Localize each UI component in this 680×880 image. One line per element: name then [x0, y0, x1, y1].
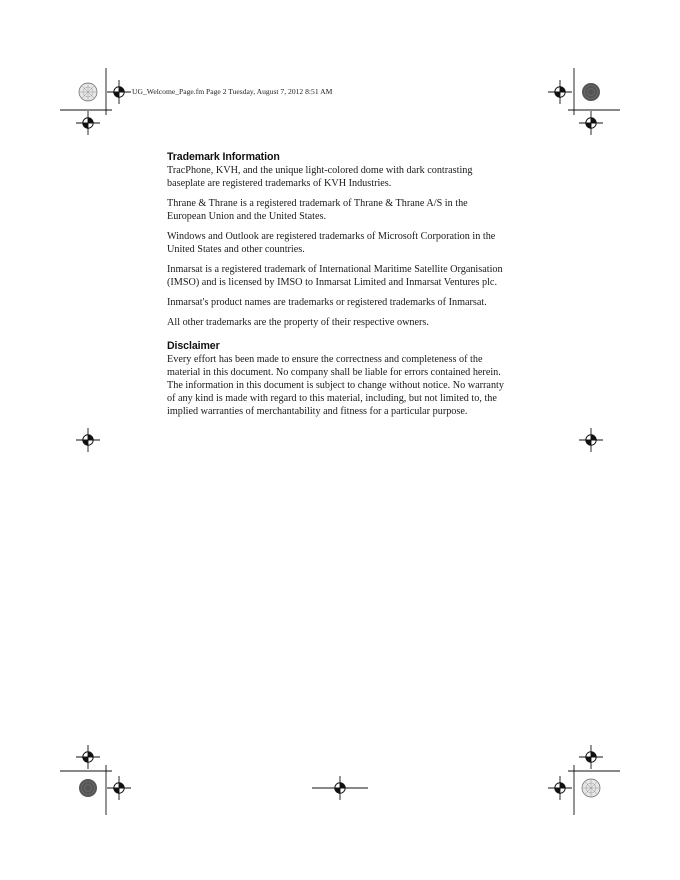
rosette-top-left — [79, 83, 97, 101]
registration-mark-left-upper — [76, 111, 100, 135]
disclaimer-section — [167, 340, 507, 418]
trademark-paragraph-others: All other trademarks are the property of their respective owners. — [167, 317, 429, 328]
registration-mark-top-left — [107, 80, 131, 104]
rosette-top-right — [582, 83, 600, 101]
registration-mark-bottom-center — [328, 776, 352, 800]
trademark-heading: Trademark Information — [167, 151, 280, 163]
registration-mark-bottom-right — [548, 776, 572, 800]
trademark-section — [167, 151, 507, 329]
document-body — [167, 151, 507, 425]
registration-mark-right-middle — [579, 428, 603, 452]
registration-mark-left-middle — [76, 428, 100, 452]
registration-mark-right-upper — [579, 111, 603, 135]
rosette-bottom-right — [582, 779, 600, 797]
trademark-paragraph-kvh: TracPhone, KVH, and the unique light-colored dome with dark contrasting baseplate are registered trademarks of KVH Industries. — [167, 165, 473, 189]
registration-mark-right-lower — [579, 745, 603, 769]
disclaimer-paragraph: Every effort has been made to ensure the correctness and completeness of the material in this document. No company shall be liable for errors contained herein. The information in this document is subject to change without notice. No warranty of any kind is made with regard to this material, including, but not limited to, the implied warranties of merchantability and fitness for a particular purpose. — [167, 354, 504, 417]
trademark-paragraph-thrane: Thrane & Thrane is a registered trademark of Thrane & Thrane A/S in the European Union and the United States. — [167, 198, 468, 222]
print-slug-line: UG_Welcome_Page.fm Page 2 Tuesday, August 7, 2012 8:51 AM — [132, 87, 333, 96]
registration-mark-top-right — [548, 80, 572, 104]
disclaimer-heading: Disclaimer — [167, 340, 220, 352]
rosette-bottom-left — [79, 779, 97, 797]
trademark-paragraph-inmarsat: Inmarsat is a registered trademark of International Maritime Satellite Organisation (IMSO) and is licensed by IMSO to Inmarsat Limited and Inmarsat Ventures plc. — [167, 264, 503, 288]
trademark-paragraph-microsoft: Windows and Outlook are registered trademarks of Microsoft Corporation in the United States and other countries. — [167, 231, 496, 255]
registration-mark-bottom-left — [107, 776, 131, 800]
trademark-paragraph-inmarsat-products: Inmarsat's product names are trademarks or registered trademarks of Inmarsat. — [167, 297, 487, 308]
registration-mark-left-lower — [76, 745, 100, 769]
